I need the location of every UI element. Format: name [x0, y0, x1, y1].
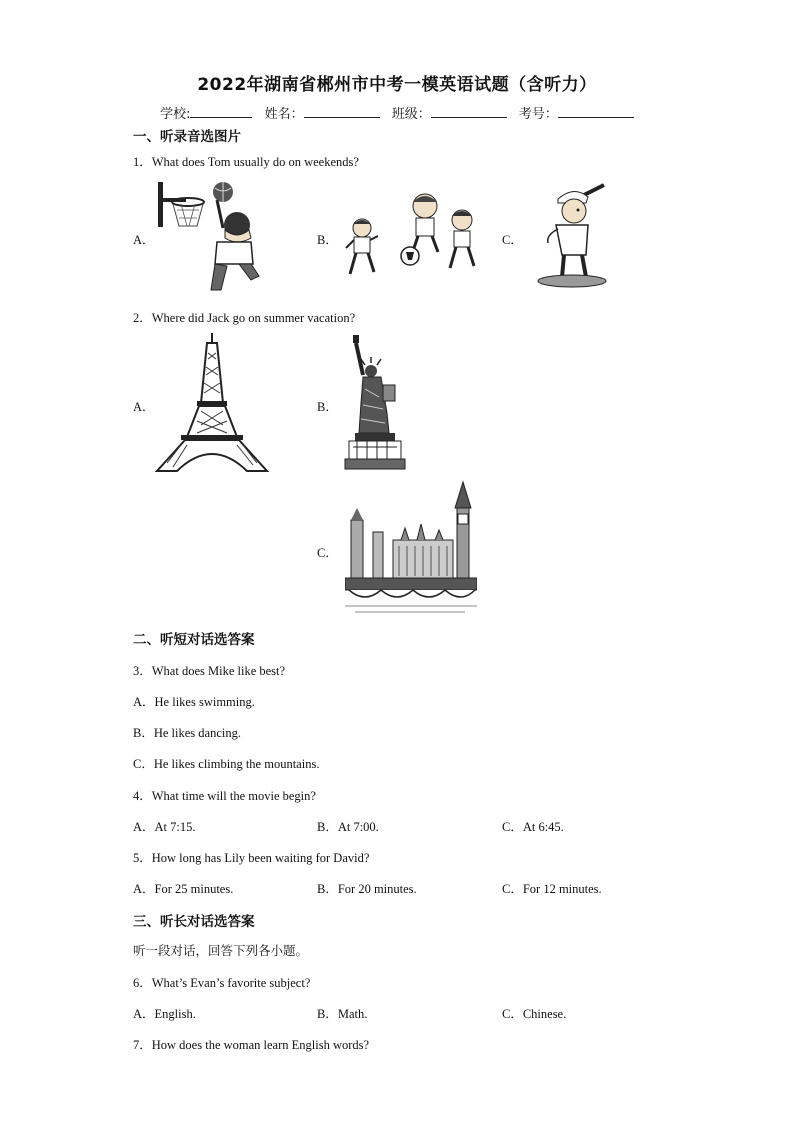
q2-option-a-label[interactable]: A．	[133, 400, 155, 414]
q6-option-b[interactable]: B．Math.	[317, 1007, 368, 1021]
statue-of-liberty-image[interactable]	[343, 333, 413, 475]
eiffel-tower-image[interactable]	[153, 333, 271, 473]
q4-option-b[interactable]: B．At 7:00.	[317, 820, 379, 834]
q6-option-a[interactable]: A．English.	[133, 1007, 196, 1021]
q2-option-b-label[interactable]: B．	[317, 400, 338, 414]
section-3-heading: 三、听长对话选答案	[133, 914, 255, 930]
question-7: 7．How does the woman learn English words?	[133, 1038, 370, 1052]
section-3-instruction: 听一段对话，回答下列各小题。	[133, 943, 309, 958]
q4-option-a[interactable]: A．At 7:15.	[133, 820, 196, 834]
question-5: 5．How long has Lily been waiting for David?	[133, 851, 370, 865]
q6-option-c[interactable]: C．Chinese.	[502, 1007, 567, 1021]
q4-option-c[interactable]: C．At 6:45.	[502, 820, 564, 834]
name-field[interactable]: 姓名：	[265, 103, 380, 122]
q1-option-b-label[interactable]: B．	[317, 233, 338, 247]
q5-option-a[interactable]: A．For 25 minutes.	[133, 882, 234, 896]
q1-option-a-label[interactable]: A．	[133, 233, 155, 247]
section-1-heading: 一、听录音选图片	[133, 129, 241, 145]
q3-option-a[interactable]: A．He likes swimming.	[133, 695, 255, 709]
q2-option-c-label[interactable]: C．	[317, 546, 338, 560]
q3-option-b[interactable]: B．He likes dancing.	[133, 726, 241, 740]
question-6: 6．What’s Evan’s favorite subject?	[133, 976, 311, 990]
school-field[interactable]: 学校:	[160, 103, 252, 122]
q5-option-b[interactable]: B．For 20 minutes.	[317, 882, 417, 896]
q1-option-c-label[interactable]: C．	[502, 233, 523, 247]
page-title: 2022年湖南省郴州市中考一模英语试题（含听力）	[197, 75, 597, 95]
soccer-players-image[interactable]	[340, 188, 485, 280]
question-1: 1．What does Tom usually do on weekends?	[133, 155, 359, 169]
q5-option-c[interactable]: C．For 12 minutes.	[502, 882, 602, 896]
exam-no-field[interactable]: 考号：	[519, 103, 634, 122]
question-2: 2．Where did Jack go on summer vacation?	[133, 311, 356, 325]
london-skyline-image[interactable]	[345, 480, 477, 616]
q3-option-c[interactable]: C．He likes climbing the mountains.	[133, 757, 320, 771]
class-field[interactable]: 班级：	[392, 103, 507, 122]
student-info	[0, 103, 794, 122]
question-4: 4．What time will the movie begin?	[133, 789, 316, 803]
baseball-player-image[interactable]	[528, 183, 608, 291]
question-3: 3．What does Mike like best?	[133, 664, 286, 678]
basketball-player-image[interactable]	[155, 180, 265, 295]
section-2-heading: 二、听短对话选答案	[133, 632, 255, 648]
